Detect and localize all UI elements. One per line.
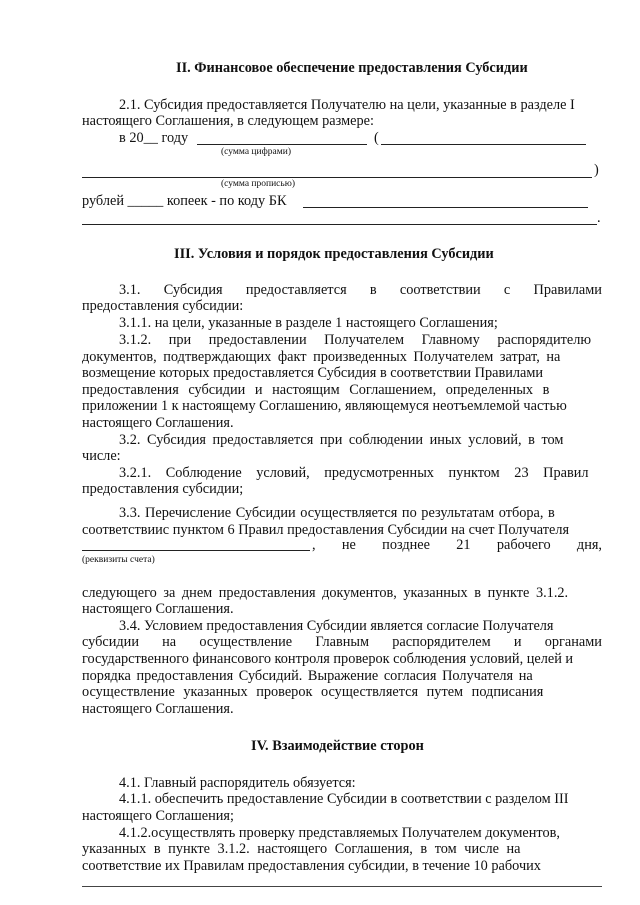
paragraph-3-1-1: 3.1.1. на цели, указанные в разделе 1 настоящего Соглашения; [119, 315, 498, 331]
paragraph-3-3-line5: настоящего Соглашения. [82, 601, 234, 617]
paragraph-3-1-2-line1: 3.1.2. при предоставлении Получателем Главному распорядителю [119, 332, 592, 348]
paragraph-3-3-line2: соответствиис пунктом 6 Правил предоставления Субсидии на счет Получателя [82, 522, 570, 538]
word: Главным [315, 634, 370, 650]
word: дня, [576, 537, 602, 553]
account-details-line [82, 550, 310, 551]
section-3-heading: III. Условия и порядок предоставления Субсидии [174, 246, 494, 262]
paragraph-3-4-line6: настоящего Соглашения. [82, 701, 234, 717]
paragraph-3-1-line2: предоставления субсидии: [82, 298, 244, 314]
paragraph-3-1-2-line2: документов, подтверждающих факт произведенных Получателем затрат, на [82, 349, 561, 365]
amount-words-line [381, 144, 586, 145]
word: распорядителем [392, 634, 491, 650]
year-prefix: в 20__ году [119, 130, 189, 146]
word: осуществление [199, 634, 293, 650]
caption-digits: (сумма цифрами) [221, 147, 291, 157]
word: на [162, 634, 177, 650]
caption-words: (сумма прописью) [221, 179, 295, 189]
paragraph-4-1-2-line1: 4.1.2.осуществлять проверку представляемых Получателем документов, [119, 825, 560, 841]
word: позднее [382, 537, 430, 553]
paragraph-4-1-2-line3: соответствие их Правилам предоставления субсидии, в течение 10 рабочих [82, 858, 541, 874]
amount-words-line-2 [82, 177, 592, 178]
paragraph-3-3-line4: следующего за днем предоставления документов, указанных в пункте 3.1.2. [82, 585, 569, 601]
word: и [513, 634, 522, 650]
paragraph-4-1-2-line2: указанных в пункте 3.1.2. настоящего Соглашения, в том числе на [82, 841, 521, 857]
paragraph-3-1-2-line3: возмещение которых предоставляется Субсидия в соответствии Правилами [82, 365, 544, 381]
paragraph-3-1-2-line4: предоставления субсидии и настоящим Соглашением, определенных в [82, 382, 550, 398]
paragraph-3-1-2-line5: приложении 1 к настоящему Соглашению, являющемуся неотъемлемой частью [82, 398, 567, 414]
word: рабочего [496, 537, 551, 553]
amount-digits-line [197, 144, 367, 145]
close-paren: ) [594, 162, 599, 178]
word: предоставляется [245, 282, 347, 298]
paragraph-3-4-line2 [82, 634, 602, 650]
paragraph-3-4-line1: 3.4. Условием предоставления Субсидии является согласие Получателя [119, 618, 554, 634]
paragraph-3-2-line1: 3.2. Субсидия предоставляется при соблюдении иных условий, в том [119, 432, 564, 448]
paragraph-3-2-1-line2: предоставления субсидии; [82, 481, 244, 497]
section-2-heading: II. Финансовое обеспечение предоставления Субсидии [176, 60, 528, 76]
word: в [369, 282, 377, 298]
word: с [503, 282, 511, 298]
paragraph-3-4-line5: осуществление указанных проверок осуществляется путем подписания [82, 684, 544, 700]
paragraph-2-1-line1: 2.1. Субсидия предоставляется Получателю на цели, указанные в разделе I [119, 97, 575, 113]
word: 21 [456, 537, 471, 553]
paragraph-3-2-line2: числе: [82, 448, 121, 464]
word: соответствии [399, 282, 481, 298]
paragraph-3-1-line1 [119, 282, 602, 298]
word: , [312, 537, 316, 553]
paragraph-3-1-2-line6: настоящего Соглашения. [82, 415, 234, 431]
paragraph-2-1-line2: настоящего Соглашения, в следующем размере: [82, 113, 374, 129]
word: субсидии [82, 634, 139, 650]
line-period: . [597, 210, 601, 226]
word: 3.1. [119, 282, 141, 298]
paragraph-4-1-1-line2: настоящего Соглашения; [82, 808, 234, 824]
word: органами [544, 634, 602, 650]
paragraph-4-1: 4.1. Главный распорядитель обязуется: [119, 775, 356, 791]
paragraph-3-3-line3 [312, 537, 602, 553]
extra-line [82, 224, 597, 225]
paragraph-3-3-line1: 3.3. Перечисление Субсидии осуществляется по результатам отбора, в [119, 505, 555, 521]
section-4-heading: IV. Взаимодействие сторон [251, 738, 424, 754]
paragraph-3-4-line4: порядка предоставления Субсидий. Выражение согласия Получателя на [82, 668, 533, 684]
paragraph-4-1-1-line1: 4.1.1. обеспечить предоставление Субсидии в соответствии с разделом III [119, 791, 569, 807]
paragraph-3-4-line3: государственного финансового контроля проверок соблюдения условий, целей и [82, 651, 574, 667]
open-paren: ( [374, 130, 379, 146]
footer-rule [82, 886, 602, 887]
word: не [341, 537, 356, 553]
word: Правилами [533, 282, 602, 298]
caption-account: (реквизиты счета) [82, 555, 155, 565]
paragraph-3-2-1-line1: 3.2.1. Соблюдение условий, предусмотренных пунктом 23 Правил [119, 465, 589, 481]
word: Субсидия [163, 282, 223, 298]
rubles-line: рублей _____ копеек - по коду БК [82, 193, 287, 209]
budget-code-line [303, 207, 588, 208]
